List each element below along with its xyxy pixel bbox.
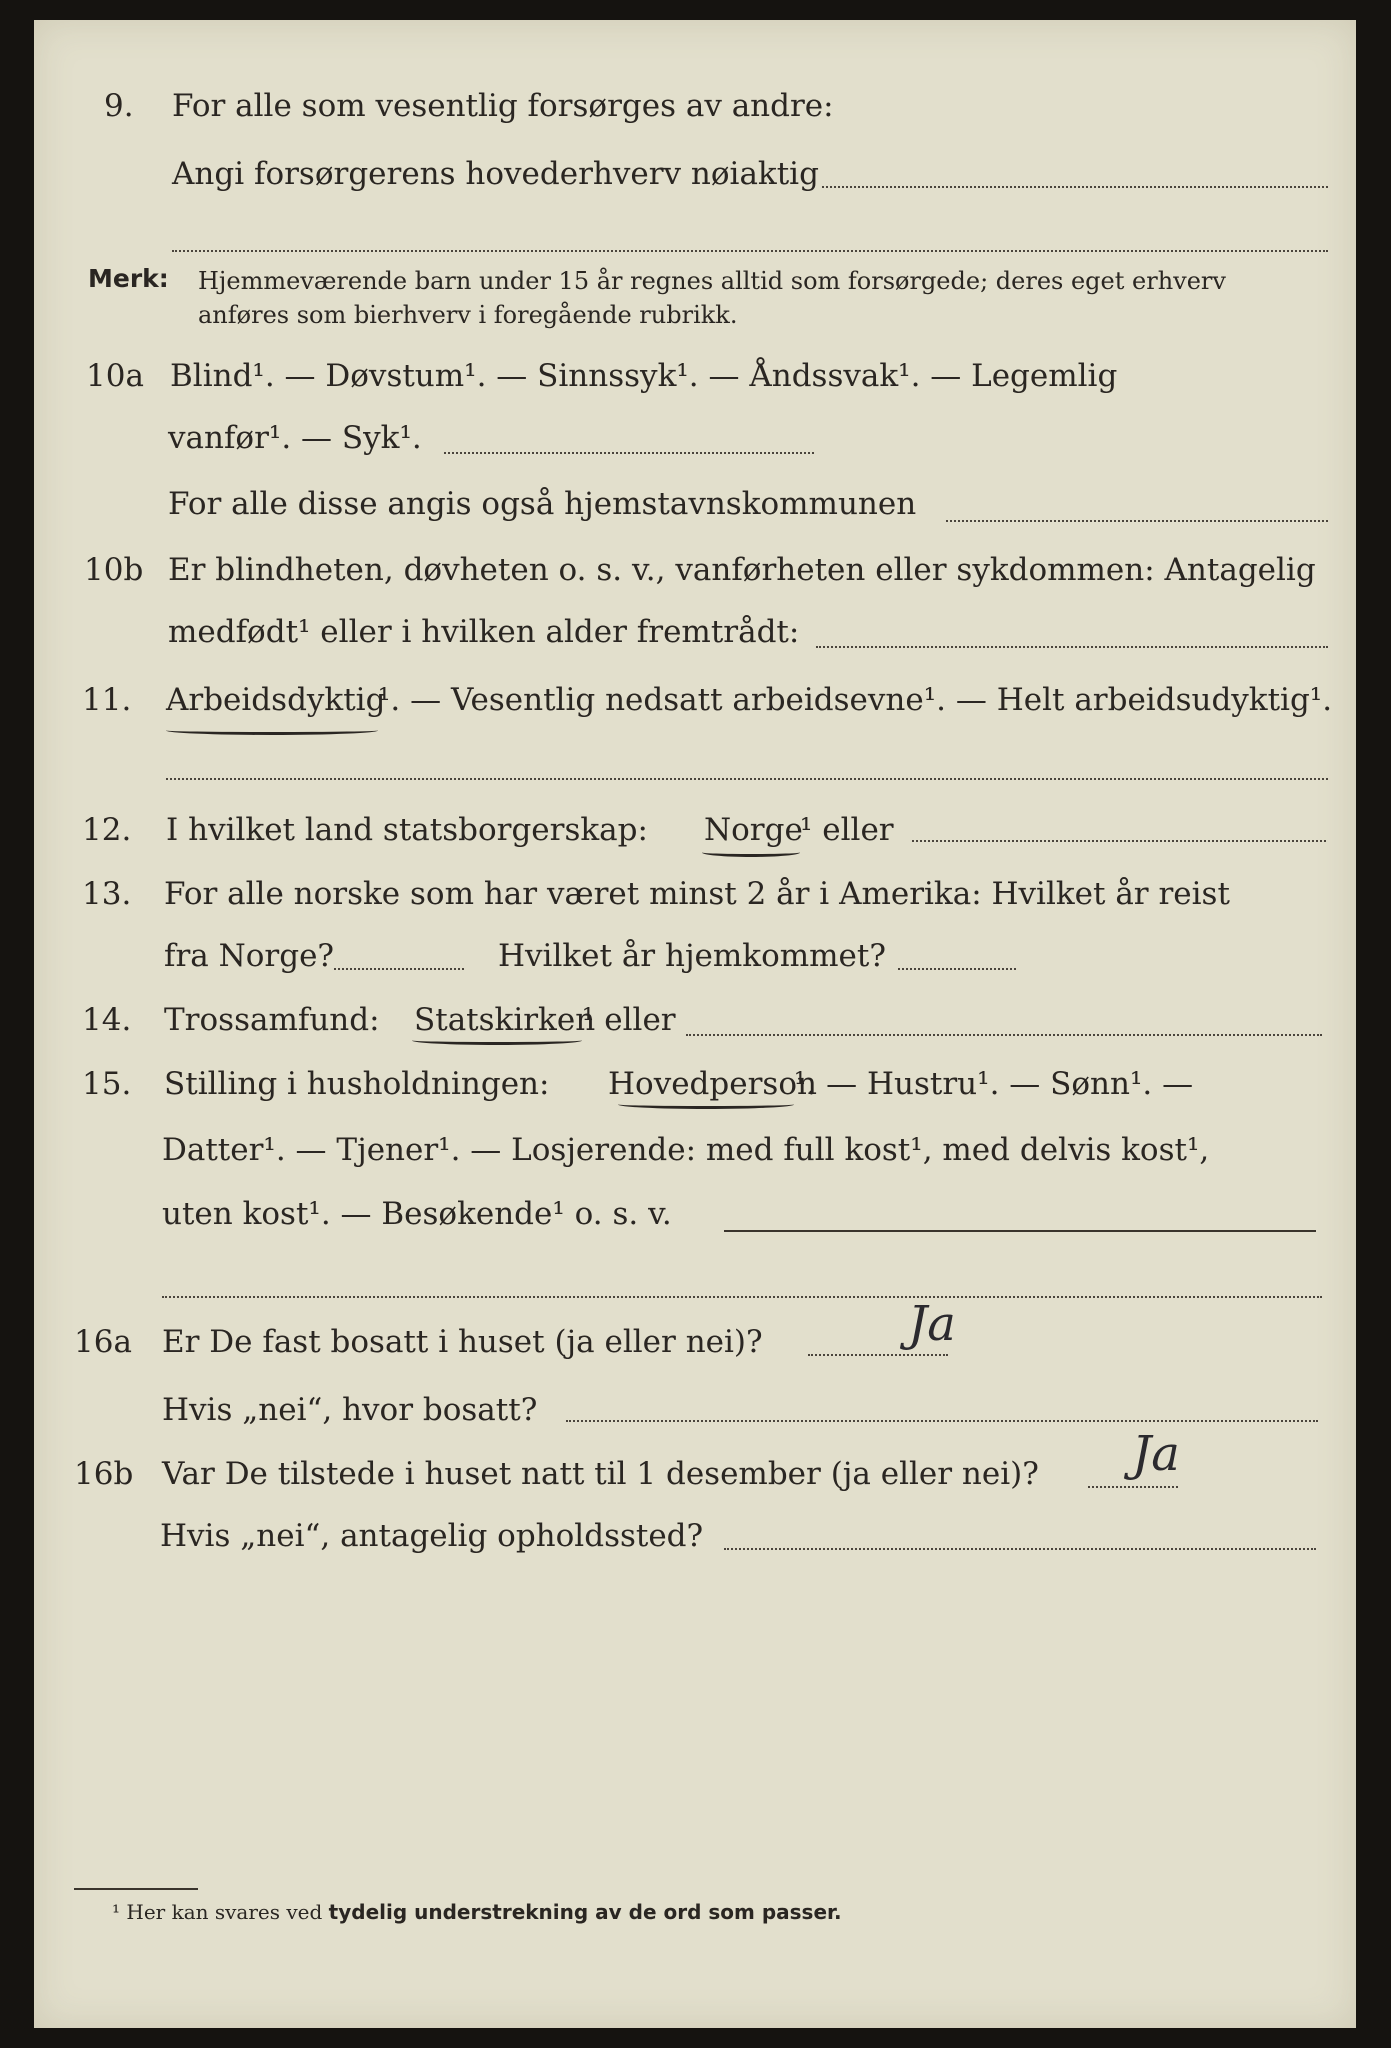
answer-line[interactable] — [1088, 1486, 1178, 1488]
answer-line[interactable] — [724, 1548, 1316, 1550]
option-statskirken[interactable]: Statskirken — [414, 1002, 596, 1038]
question-text: medfødt¹ eller i hvilken alder fremtrådt: — [168, 614, 800, 650]
question-text: For alle norske som har været minst 2 år i Amerika: Hvilket år reist — [164, 876, 1230, 912]
handwritten-underline — [702, 848, 800, 857]
question-number: 10a — [86, 358, 144, 394]
question-text: Blind¹. — Døvstum¹. — Sinnssyk¹. — Åndssvak¹. — Legemlig — [170, 358, 1118, 394]
handwritten-answer: Ja — [1132, 1426, 1180, 1482]
answer-line[interactable] — [172, 250, 1328, 252]
handwritten-answer: Ja — [908, 1296, 956, 1352]
note-label: Merk: — [88, 264, 169, 293]
answer-line[interactable] — [822, 186, 1328, 188]
handwritten-underline — [412, 1036, 582, 1045]
question-number: 9. — [104, 88, 134, 124]
answer-line[interactable] — [686, 1034, 1322, 1036]
answer-line[interactable] — [724, 1230, 1316, 1232]
footnote-marker: ¹ — [112, 1900, 121, 1924]
answer-line[interactable] — [816, 646, 1328, 648]
question-text: Var De tilstede i huset natt til 1 desember (ja eller nei)? — [162, 1456, 1039, 1492]
option-norge[interactable]: Norge — [704, 812, 803, 848]
answer-line[interactable] — [162, 1296, 1322, 1298]
census-form-page — [34, 20, 1356, 2028]
answer-line[interactable] — [334, 968, 464, 970]
answer-line[interactable] — [912, 840, 1326, 842]
option-hovedperson[interactable]: Hovedperson — [608, 1066, 817, 1102]
question-number: 11. — [82, 682, 132, 718]
question-number: 14. — [82, 1002, 132, 1038]
question-text: Datter¹. — Tjener¹. — Losjerende: med full kost¹, med delvis kost¹, — [162, 1132, 1210, 1168]
footnote-divider — [74, 1888, 198, 1890]
question-text: Stilling i husholdningen: — [164, 1066, 550, 1102]
question-text: Hvis „nei“, hvor bosatt? — [162, 1392, 538, 1428]
answer-line[interactable] — [898, 968, 1016, 970]
question-text: For alle som vesentlig forsørges av andre: — [172, 88, 834, 124]
answer-line[interactable] — [566, 1420, 1318, 1422]
question-text: Er blindheten, døvheten o. s. v., vanførheten eller sykdommen: Antagelig — [168, 552, 1316, 588]
question-text: For alle disse angis også hjemstavnskommunen — [168, 486, 917, 522]
question-text: Hvis „nei“, antagelig opholdssted? — [160, 1518, 704, 1554]
question-text: ¹ eller — [582, 1002, 676, 1038]
footnote — [112, 1900, 842, 1924]
note-text: anføres som bierhverv i foregående rubrikk. — [198, 301, 738, 329]
answer-line[interactable] — [166, 778, 1328, 780]
question-text: fra Norge? — [164, 938, 335, 974]
handwritten-underline — [618, 1100, 794, 1109]
question-number: 10b — [84, 552, 144, 588]
question-text: I hvilket land statsborgerskap: — [166, 812, 648, 848]
question-text: ¹. — Vesentlig nedsatt arbeidsevne¹. — Helt arbeidsudyktig¹. — [378, 682, 1333, 718]
question-number: 16a — [74, 1324, 132, 1360]
question-text: uten kost¹. — Besøkende¹ o. s. v. — [162, 1196, 672, 1232]
answer-line[interactable] — [808, 1354, 948, 1356]
question-number: 16b — [74, 1456, 134, 1492]
question-text: Trossamfund: — [164, 1002, 380, 1038]
question-number: 12. — [82, 812, 132, 848]
note-text: Hjemmeværende barn under 15 år regnes alltid som forsørgede; deres eget erhverv — [198, 267, 1226, 295]
question-text: vanfør¹. — Syk¹. — [168, 420, 422, 456]
answer-line[interactable] — [444, 452, 814, 454]
answer-line[interactable] — [946, 520, 1328, 522]
footnote-text: Her kan svares ved — [126, 1900, 323, 1924]
handwritten-underline — [166, 726, 378, 735]
question-number: 15. — [82, 1066, 132, 1102]
question-text: Er De fast bosatt i huset (ja eller nei)? — [162, 1324, 763, 1360]
question-text: Angi forsørgerens hovederhverv nøiaktig — [172, 156, 819, 192]
question-number: 13. — [82, 876, 132, 912]
question-text: ¹ eller — [800, 812, 894, 848]
question-text: Hvilket år hjemkommet? — [498, 938, 886, 974]
question-text: ¹. — Hustru¹. — Sønn¹. — — [794, 1066, 1194, 1102]
option-arbeidsdyktig[interactable]: Arbeidsdyktig — [166, 682, 386, 718]
footnote-bold-text: tydelig understrekning av de ord som passer. — [328, 1900, 842, 1924]
